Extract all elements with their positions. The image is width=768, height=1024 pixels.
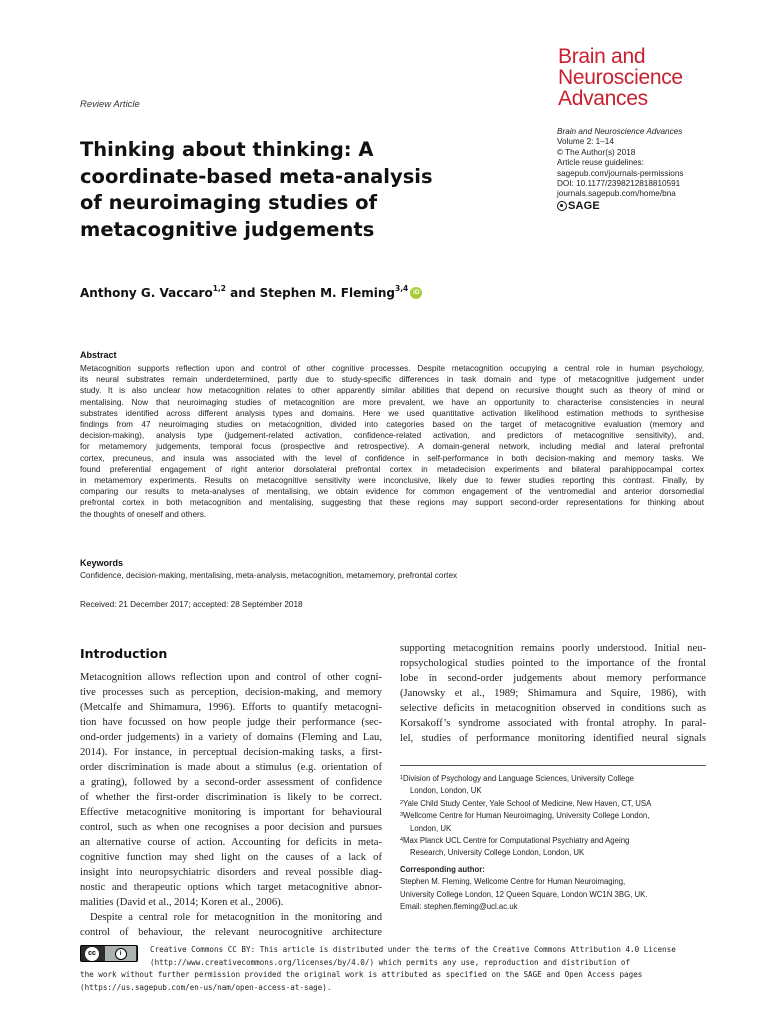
permissions-link[interactable]: sagepub.com/journals-permissions	[557, 168, 684, 178]
publication-meta	[557, 127, 757, 211]
body-line: nostic and therapeutic options which target metacognitive abnor-	[80, 882, 382, 893]
license-link-line[interactable]: (http://www.creativecommons.org/licenses/by/4.0/) which permits any use, reproduction and distribution of	[150, 957, 631, 967]
footnote-divider	[400, 765, 706, 766]
copyright: © The Author(s) 2018	[557, 147, 636, 157]
journal-logo-line: Neuroscience	[558, 66, 683, 89]
footnote-line: Division of Psychology and Language Sciences, University College	[403, 774, 635, 783]
corresponding-author-line: Stephen M. Fleming, Wellcome Centre for Human Neuroimaging,	[400, 877, 626, 887]
footnote-line: Max Planck UCL Centre for Computational Psychiatry and Ageing	[403, 836, 630, 846]
keywords-list: Confidence, decision-making, mentalising, meta-analysis, metacognition, metamemory, prefrontal cortex	[80, 571, 458, 580]
footnote-line: Yale Child Study Center, Yale School of Medicine, New Haven, CT, USA	[403, 798, 652, 808]
body-line: a grating), followed by a second-order assessment of confidence	[80, 777, 382, 788]
body-line: selective deficits in metacognition observed in conditions such as	[400, 703, 706, 714]
author-line	[80, 286, 422, 300]
footnote-line: London, UK	[410, 823, 452, 833]
body-line: Metacognition allows reflection upon and control of other cogni-	[80, 672, 382, 683]
affiliation-footnote	[400, 773, 706, 798]
introduction-heading: Introduction	[80, 646, 168, 661]
doi[interactable]: DOI: 10.1177/2398212818810591	[557, 179, 681, 189]
body-column-right	[400, 641, 706, 746]
body-line: lel, studies of performance monitoring identified neural signals	[400, 733, 706, 744]
body-line: tion have focussed on how people judge their performance (sec-	[80, 717, 382, 728]
abstract-line: for metamemory judgements, temporal focus (prospective and retrospective). A domain-general network, including medial and lateral prefrontal	[80, 442, 704, 452]
footnotes	[400, 773, 706, 913]
author-affiliation-marks: 1,2	[212, 284, 226, 293]
license-notice	[80, 944, 710, 994]
journal-logo-line: Brain and	[558, 45, 646, 68]
abstract-line: its neural substrates remain underdetermined, partly due to study-specific differences in task domain and type of metacognitive judgement under	[80, 375, 704, 385]
body-line: (Janowsky et al., 1989; Shimamura and Squire, 1986), with	[400, 688, 706, 699]
corresponding-author-heading: Corresponding author:	[400, 864, 485, 874]
volume-info: Volume 2: 1–14	[557, 137, 614, 147]
body-line: ropsychological studies pointed to the importance of the frontal	[400, 658, 706, 669]
license-line: Creative Commons CC BY: This article is distributed under the terms of the Creative Commons Attribution 4.0 License	[150, 945, 676, 954]
publisher-name: SAGE	[568, 199, 600, 212]
abstract-body	[80, 363, 704, 520]
sage-logo	[557, 201, 757, 211]
article-type: Review Article	[80, 99, 140, 110]
body-line: of whether the first-order discrimination is likely to be correct.	[80, 792, 382, 803]
footnote-line: Research, University College London, London, UK	[410, 848, 585, 858]
body-column-left	[80, 670, 382, 940]
sage-logo-icon	[557, 201, 567, 211]
abstract-line: the thoughts of oneself and others.	[80, 509, 207, 519]
title-line: coordinate-based meta-analysis	[80, 164, 433, 188]
abstract-line: study. It is also unclear how metacognition relates to other apparently similar abilities that depend on recursive thought such as theory of mind or	[80, 386, 704, 396]
affiliation-footnote	[400, 810, 706, 835]
footnote-mark: 2	[400, 799, 404, 806]
journal-name: Brain and Neuroscience Advances	[557, 127, 683, 136]
abstract-line: cortex, precuneus, and insula was associated with the level of confidence in self-performance in both decision-making and memory tasks. We	[80, 453, 704, 463]
license-line: the work without further permission provided the original work is attributed as specified on the SAGE and Open Access pages	[80, 970, 643, 980]
abstract-line: mentalising. Now that neuroimaging studies of metacognition are more prevalent, we have an opportunity to characterise consistencies in neural	[80, 397, 704, 407]
title-line: of neuroimaging studies of	[80, 191, 378, 214]
abstract-line: in metamemory experiments. Results on metacognitive sensitivity were inconclusive, likely due to fewer studies reporting this contrast. Finally, by	[80, 476, 704, 486]
attribution-icon: i	[115, 948, 127, 960]
abstract-line: comparing our results to meta-analyses of mentalising, we obtain evidence for common engagement of the ventromedial and anterior dorsomedial	[80, 487, 704, 497]
abstract-line: prefrontal cortex in both metacognition and mentalising, suggesting that these regions may support second-order representations for thinking about	[80, 498, 704, 508]
body-line: insight into neuropsychiatric disorders and reveal possible diag-	[80, 867, 382, 878]
body-line: malities (David et al., 2014; Koren et al., 2006).	[80, 897, 284, 908]
cc-icon: cc	[85, 947, 99, 961]
author-name: Anthony G. Vaccaro	[80, 286, 213, 300]
abstract-line: decision-making), analysis type (judgement-related activation, confidence-related activation, and predictors of metacognitive sensitivity), and,	[80, 431, 704, 441]
body-line: Korsakoff’s syndrome associated with frontal atrophy. In paral-	[400, 718, 706, 729]
title-line: metacognitive judgements	[80, 217, 375, 241]
footnote-line: London, London, UK	[410, 786, 482, 796]
author-name: Stephen M. Fleming	[259, 286, 395, 300]
corresponding-author-line: University College London, 12 Queen Square, London WC1N 3BG, UK.	[400, 889, 648, 899]
abstract-line: Metacognition supports reflection upon and control of other cognitive processes. Despite metacognition occupying a central role in human psychology,	[80, 364, 704, 373]
abstract-line: found preferential engagement of right anterior dorsolateral prefrontal cortex in metadecision experiments and bilateral parahippocampal cortex	[80, 464, 704, 474]
body-line: control of behaviour, the relevant neurocognitive architecture	[80, 927, 382, 938]
footnote-mark: 4	[400, 837, 404, 844]
reuse-label: Article reuse guidelines:	[557, 158, 644, 168]
journal-home-link[interactable]: journals.sagepub.com/home/bna	[557, 189, 676, 199]
footnote-mark: 1	[400, 775, 404, 781]
abstract-line: findings from 47 neuroimaging studies on metacognition, divided into categories based on the target of metacognitive evaluation (memory and	[80, 420, 704, 430]
body-line: (Metcalfe and Shimamura, 1996). Efforts to quantify metacogni-	[80, 702, 382, 713]
keywords-heading: Keywords	[80, 558, 124, 568]
license-link-line[interactable]: (https://us.sagepub.com/en-us/nam/open-access-at-sage).	[80, 982, 332, 992]
body-line: supporting metacognition remains poorly understood. Initial neu-	[400, 643, 706, 654]
body-line: Effective metacognitive monitoring is important for behavioural	[80, 807, 382, 818]
footnote-mark: 3	[400, 812, 404, 819]
body-line: tive processes such as perception, decision-making, and memory	[80, 687, 382, 698]
journal-logo	[558, 46, 758, 109]
body-line: cognitive function may shed light on the causes of a lack of	[80, 852, 382, 863]
affiliation-footnote	[400, 798, 706, 810]
body-line: an alternative course of action. Accounting for deficits in meta-	[80, 837, 382, 848]
journal-logo-line: Advances	[558, 87, 648, 110]
title-line: Thinking about thinking: A	[80, 138, 374, 161]
abstract-heading: Abstract	[80, 350, 117, 360]
article-title	[80, 137, 433, 243]
body-line: order discrimination is made about a stimulus (e.g. orientation of	[80, 762, 382, 773]
footnote-line: Wellcome Centre for Human Neuroimaging, University College London,	[403, 811, 650, 821]
orcid-icon[interactable]: iD	[410, 287, 422, 299]
affiliation-footnote	[400, 835, 706, 860]
body-line: ond-order judgements) in a variety of domains (Fleming and Lau,	[80, 732, 382, 743]
author-conjunction: and	[226, 286, 260, 300]
abstract-line: substrates identified across different analysis types and domains. Here we used quantitative activation likelihood estimation methods to synthesise	[80, 408, 704, 418]
corresponding-author-email[interactable]: Email: stephen.fleming@ucl.ac.uk	[400, 902, 518, 912]
received-accepted-dates: Received: 21 December 2017; accepted: 28 September 2018	[80, 600, 303, 609]
body-line: Despite a central role for metacognition in the monitoring and	[90, 912, 382, 923]
body-line: control, such as when one recognises a poor decision and pursues	[80, 822, 382, 833]
body-line: 2014). For instance, in perceptual decision-making tasks, a first-	[80, 747, 382, 758]
author-affiliation-marks: 3,4	[394, 284, 409, 293]
body-line: lobe in second-order judgements about memory performance	[400, 673, 706, 684]
